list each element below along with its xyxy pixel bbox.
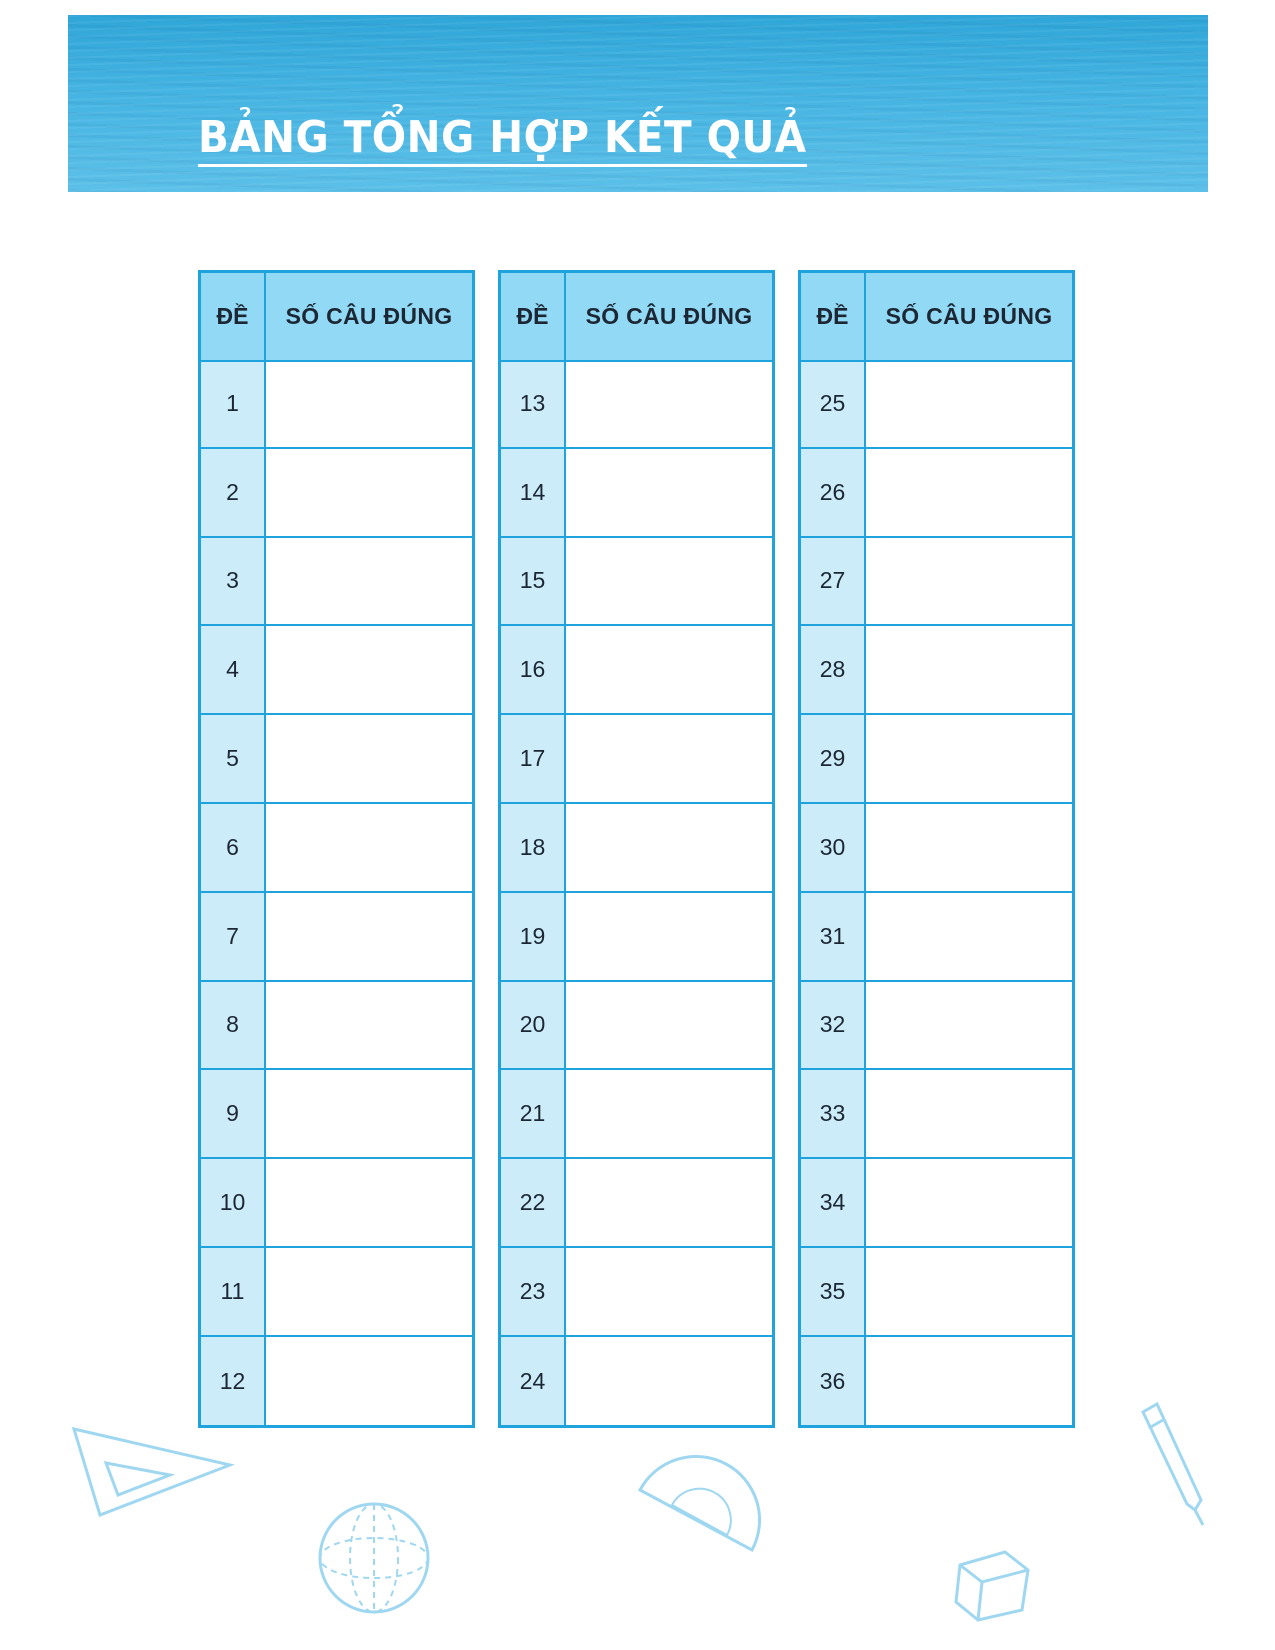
table-row [201, 982, 472, 1071]
so-cau-dung-cell[interactable] [266, 449, 472, 536]
so-cau-dung-cell[interactable] [566, 538, 772, 625]
table-row [801, 804, 1072, 893]
table-row [201, 804, 472, 893]
table-row [201, 449, 472, 538]
header-banner [68, 15, 1208, 192]
de-number: 27 [819, 567, 846, 594]
so-cau-dung-cell[interactable] [566, 626, 772, 713]
so-cau-dung-cell[interactable] [266, 715, 472, 802]
de-number: 31 [819, 922, 846, 949]
de-number: 34 [819, 1189, 846, 1216]
table-row [801, 626, 1072, 715]
de-number: 7 [226, 922, 239, 949]
de-number: 33 [819, 1100, 846, 1127]
de-number: 16 [519, 656, 546, 683]
so-cau-dung-cell[interactable] [566, 360, 772, 447]
so-cau-dung-cell[interactable] [866, 1159, 1072, 1246]
so-cau-dung-cell[interactable] [266, 982, 472, 1069]
table-row [501, 1070, 772, 1159]
table-row [501, 1248, 772, 1337]
so-cau-dung-cell[interactable] [866, 804, 1072, 891]
table-row [801, 538, 1072, 627]
pen-icon [1135, 1400, 1205, 1530]
de-number: 32 [819, 1011, 846, 1038]
table-header [801, 273, 1072, 362]
table-row [801, 893, 1072, 982]
table-header [201, 273, 472, 362]
so-cau-dung-cell[interactable] [566, 893, 772, 980]
table-row [201, 538, 472, 627]
de-number: 15 [519, 567, 546, 594]
so-cau-dung-cell[interactable] [866, 538, 1072, 625]
table-row [501, 893, 772, 982]
de-number: 13 [519, 389, 546, 416]
so-cau-dung-cell[interactable] [266, 1248, 472, 1335]
table-row [201, 360, 472, 449]
table-row [801, 1248, 1072, 1337]
de-number: 10 [219, 1189, 246, 1216]
de-number: 26 [819, 478, 846, 505]
de-number: 9 [226, 1100, 239, 1127]
table-row [201, 1337, 472, 1426]
de-number: 4 [226, 656, 239, 683]
cube-icon [950, 1540, 1035, 1625]
protractor-icon [632, 1450, 777, 1565]
header-de: ĐỀ [501, 273, 566, 360]
table-row [801, 360, 1072, 449]
table-row [501, 626, 772, 715]
globe-icon [316, 1500, 436, 1620]
de-number: 20 [519, 1011, 546, 1038]
table-header [501, 273, 772, 362]
so-cau-dung-cell[interactable] [566, 1159, 772, 1246]
so-cau-dung-cell[interactable] [566, 982, 772, 1069]
de-number: 35 [819, 1277, 846, 1304]
de-number: 12 [219, 1367, 246, 1394]
table-row [201, 715, 472, 804]
table-row [201, 1070, 472, 1159]
table-row [501, 715, 772, 804]
de-number: 3 [226, 567, 239, 594]
table-row [501, 538, 772, 627]
so-cau-dung-cell[interactable] [866, 1248, 1072, 1335]
table-row [801, 1337, 1072, 1426]
so-cau-dung-cell[interactable] [566, 804, 772, 891]
de-number: 22 [519, 1189, 546, 1216]
so-cau-dung-cell[interactable] [566, 1337, 772, 1426]
so-cau-dung-cell[interactable] [866, 893, 1072, 980]
de-number: 5 [226, 745, 239, 772]
table-row [201, 893, 472, 982]
table-row [501, 1337, 772, 1426]
page-title: BẢNG TỔNG HỢP KẾT QUẢ [198, 113, 807, 167]
table-row [801, 982, 1072, 1071]
de-number: 36 [819, 1367, 846, 1394]
so-cau-dung-cell[interactable] [866, 982, 1072, 1069]
de-number: 30 [819, 833, 846, 860]
de-number: 14 [519, 478, 546, 505]
results-table-2 [498, 270, 775, 1428]
so-cau-dung-cell[interactable] [866, 715, 1072, 802]
so-cau-dung-cell[interactable] [266, 626, 472, 713]
so-cau-dung-cell[interactable] [266, 538, 472, 625]
header-so-cau-dung: SỐ CÂU ĐÚNG [585, 303, 753, 329]
de-number: 11 [220, 1277, 245, 1304]
table-row [801, 715, 1072, 804]
table-row [201, 1248, 472, 1337]
table-row [501, 804, 772, 893]
so-cau-dung-cell[interactable] [866, 1337, 1072, 1426]
so-cau-dung-cell[interactable] [266, 804, 472, 891]
de-number: 17 [519, 745, 546, 772]
table-row [501, 1159, 772, 1248]
table-row [801, 1159, 1072, 1248]
so-cau-dung-cell[interactable] [566, 449, 772, 536]
de-number: 1 [226, 389, 239, 416]
de-number: 23 [519, 1277, 546, 1304]
so-cau-dung-cell[interactable] [866, 626, 1072, 713]
de-number: 28 [819, 656, 846, 683]
table-row [501, 449, 772, 538]
table-row [801, 1070, 1072, 1159]
de-number: 18 [519, 833, 546, 860]
so-cau-dung-cell[interactable] [866, 360, 1072, 447]
header-de: ĐỀ [801, 273, 866, 360]
table-row [201, 626, 472, 715]
de-number: 25 [819, 389, 846, 416]
de-number: 29 [819, 745, 846, 772]
table-row [201, 1159, 472, 1248]
so-cau-dung-cell[interactable] [266, 1159, 472, 1246]
header-de: ĐỀ [201, 273, 266, 360]
de-number: 19 [519, 922, 546, 949]
so-cau-dung-cell[interactable] [566, 1070, 772, 1157]
de-number: 21 [519, 1100, 546, 1127]
de-number: 2 [226, 478, 239, 505]
so-cau-dung-cell[interactable] [566, 1248, 772, 1335]
so-cau-dung-cell[interactable] [266, 1337, 472, 1426]
so-cau-dung-cell[interactable] [266, 893, 472, 980]
de-number: 8 [226, 1011, 239, 1038]
table-row [501, 982, 772, 1071]
header-so-cau-dung: SỐ CÂU ĐÚNG [285, 303, 453, 329]
so-cau-dung-cell[interactable] [266, 360, 472, 447]
table-row [501, 360, 772, 449]
table-row [801, 449, 1072, 538]
header-so-cau-dung: SỐ CÂU ĐÚNG [885, 303, 1053, 329]
so-cau-dung-cell[interactable] [566, 715, 772, 802]
so-cau-dung-cell[interactable] [866, 1070, 1072, 1157]
results-table-1 [198, 270, 475, 1428]
de-number: 6 [226, 833, 239, 860]
set-square-icon [70, 1425, 235, 1520]
so-cau-dung-cell[interactable] [266, 1070, 472, 1157]
so-cau-dung-cell[interactable] [866, 449, 1072, 536]
de-number: 24 [519, 1367, 546, 1394]
results-table-3 [798, 270, 1075, 1428]
